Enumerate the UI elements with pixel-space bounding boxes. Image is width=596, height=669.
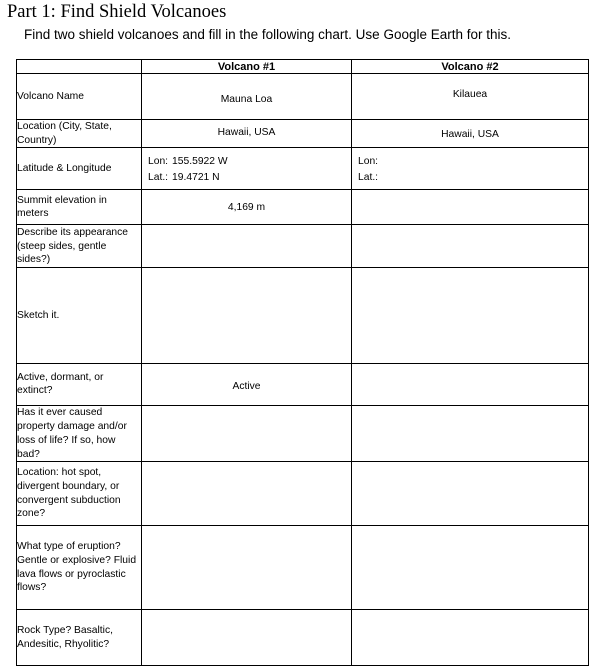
volcano-1-rock-type[interactable] (142, 610, 352, 666)
volcano-1-name[interactable]: Mauna Loa (142, 74, 352, 120)
volcano-2-elevation[interactable] (352, 190, 589, 225)
volcano-2-appearance[interactable] (352, 225, 589, 268)
lat-label: Lat.: (148, 171, 169, 183)
row-label: Active, dormant, or extinct? (17, 364, 142, 406)
volcano-2-coordinates[interactable] (352, 148, 589, 190)
longitude-line (358, 155, 382, 169)
volcano-1-damage[interactable] (142, 406, 352, 462)
volcano-2-name[interactable]: Kilauea (352, 74, 589, 120)
row-eruption-type (17, 526, 589, 610)
volcano-2-rock-type[interactable] (352, 610, 589, 666)
row-sketch (17, 268, 589, 364)
volcano-1-coordinates[interactable] (142, 148, 352, 190)
lon-label: Lon: (148, 156, 169, 168)
volcano-2-location[interactable]: Hawaii, USA (352, 120, 589, 148)
volcano-2-sketch[interactable] (352, 268, 589, 364)
column-header-volcano-1: Volcano #1 (142, 60, 352, 74)
row-damage (17, 406, 589, 462)
row-rock-type (17, 610, 589, 666)
row-latitude-longitude (17, 148, 589, 190)
column-header-volcano-2: Volcano #2 (352, 60, 589, 74)
row-label: Rock Type? Basaltic, Andesitic, Rhyolitic? (17, 610, 142, 666)
volcano-2-damage[interactable] (352, 406, 589, 462)
lon-label: Lon: (358, 156, 379, 168)
latitude-line (358, 171, 382, 185)
volcano-2-status[interactable] (352, 364, 589, 406)
volcano-1-longitude[interactable]: 155.5922 W (172, 156, 228, 168)
volcano-1-latitude[interactable]: 19.4721 N (172, 171, 220, 183)
row-label: Volcano Name (17, 74, 142, 120)
page-title: Part 1: Find Shield Volcanoes (7, 2, 227, 22)
lat-label: Lat.: (358, 171, 379, 183)
row-label: Sketch it. (17, 268, 142, 364)
row-summit-elevation (17, 190, 589, 225)
row-activity-status (17, 364, 589, 406)
row-appearance (17, 225, 589, 268)
row-label: Describe its appearance (steep sides, gentle sides?) (17, 225, 142, 268)
latitude-line (148, 171, 220, 185)
row-location (17, 120, 589, 148)
row-label: Has it ever caused property damage and/or loss of life? If so, how bad? (17, 406, 142, 462)
volcano-1-location[interactable]: Hawaii, USA (142, 120, 352, 148)
volcano-1-appearance[interactable] (142, 225, 352, 268)
row-tectonic-setting (17, 462, 589, 526)
row-label: Location (City, State, Country) (17, 120, 142, 148)
volcano-1-sketch[interactable] (142, 268, 352, 364)
volcano-1-elevation[interactable]: 4,169 m (142, 190, 352, 225)
volcano-chart (16, 59, 589, 666)
row-volcano-name (17, 74, 589, 120)
row-label: What type of eruption? Gentle or explosive? Fluid lava flows or pyroclastic flows? (17, 526, 142, 610)
row-label: Summit elevation in meters (17, 190, 142, 225)
instructions: Find two shield volcanoes and fill in the following chart. Use Google Earth for this. (24, 27, 512, 42)
volcano-1-setting[interactable] (142, 462, 352, 526)
volcano-1-eruption[interactable] (142, 526, 352, 610)
volcano-2-setting[interactable] (352, 462, 589, 526)
row-label: Latitude & Longitude (17, 148, 142, 190)
column-header-blank (17, 60, 142, 74)
volcano-1-status[interactable]: Active (142, 364, 352, 406)
row-label: Location: hot spot, divergent boundary, or convergent subduction zone? (17, 462, 142, 526)
longitude-line (148, 155, 228, 169)
volcano-2-eruption[interactable] (352, 526, 589, 610)
